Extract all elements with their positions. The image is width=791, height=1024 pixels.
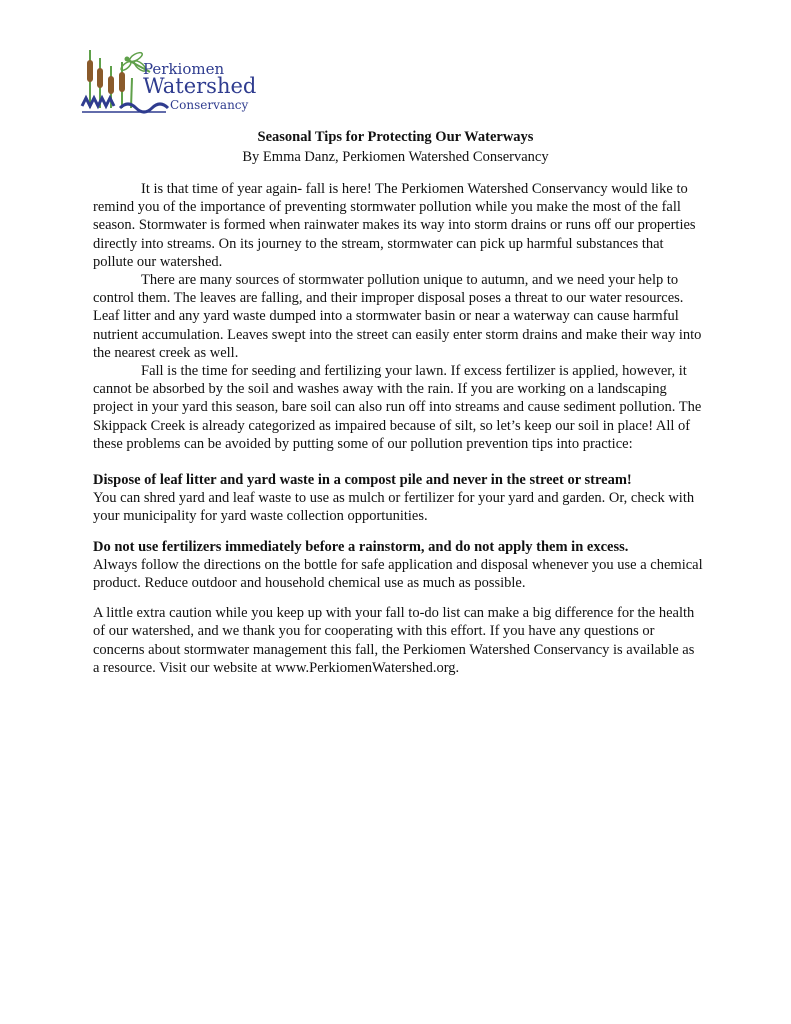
tip-text: Always follow the directions on the bottle for safe application and disposal whenever you use a chemical product. Reduce outdoor and household chemical use as much as possible.: [93, 556, 703, 592]
tip-block: [93, 471, 703, 526]
logo-text-watershed: Watershed: [143, 74, 257, 98]
article-byline: By Emma Danz, Perkiomen Watershed Conservancy: [242, 149, 549, 165]
logo-text-perkiomen: Perkiomen: [143, 60, 225, 78]
body-paragraph: There are many sources of stormwater pollution unique to autumn, and we need your help to control them. The leaves are falling, and their improper disposal poses a threat to our water resources. Leaf litter and any yard waste dumped into a stormwater basin or near a waterway can cause harmful nutrient accumulation. Leaves swept into the street can easily enter storm drains and make their way into the nearest creek as well.: [93, 272, 702, 361]
tip-heading: Dispose of leaf litter and yard waste in a compost pile and never in the street or stream!: [93, 472, 632, 489]
logo-text-conservancy: Conservancy: [170, 98, 249, 112]
article-body: [93, 180, 703, 677]
tip-text: You can shred yard and leaf waste to use as mulch or fertilizer for your yard and garden. Or, check with your municipality for yard waste collection opportunities.: [93, 490, 695, 525]
tip-heading: Do not use fertilizers immediately before a rainstorm, and do not apply them in excess.: [93, 538, 629, 555]
body-paragraph: It is that time of year again- fall is here! The Perkiomen Watershed Conservancy would like to remind you of the importance of preventing stormwater pollution while you make the most of the fall season. Stormwater is formed when rainwater makes its way into storm drains or runs off our properties directly into streams. On its journey to the stream, stormwater can pick up harmful substances that pollute our watershed.: [93, 181, 696, 270]
body-paragraph: Fall is the time for seeding and fertilizing your lawn. If excess fertilizer is applied, however, it cannot be absorbed by the soil and washes away with the rain. If you are working on a landscaping project in your yard this season, bare soil can also run off into streams and cause sediment pollution. The Skippack Creek is already categorized as impaired because of silt, so let’s keep our soil in place! All of these problems can be avoided by putting some of our pollution prevention tips into practice:: [93, 363, 702, 452]
article-title: Seasonal Tips for Protecting Our Waterways: [257, 129, 534, 145]
conservancy-logo: [80, 48, 265, 118]
closing-paragraph: A little extra caution while you keep up with your fall to-do list can make a big difference for the health of our watershed, and we thank you for cooperating with this effort. If you have any questions or concerns about stormwater management this fall, the Perkiomen Watershed Conservancy is available as a resource. Visit our website at www.PerkiomenWatershed.org.: [93, 605, 695, 676]
tip-block: [93, 538, 703, 593]
